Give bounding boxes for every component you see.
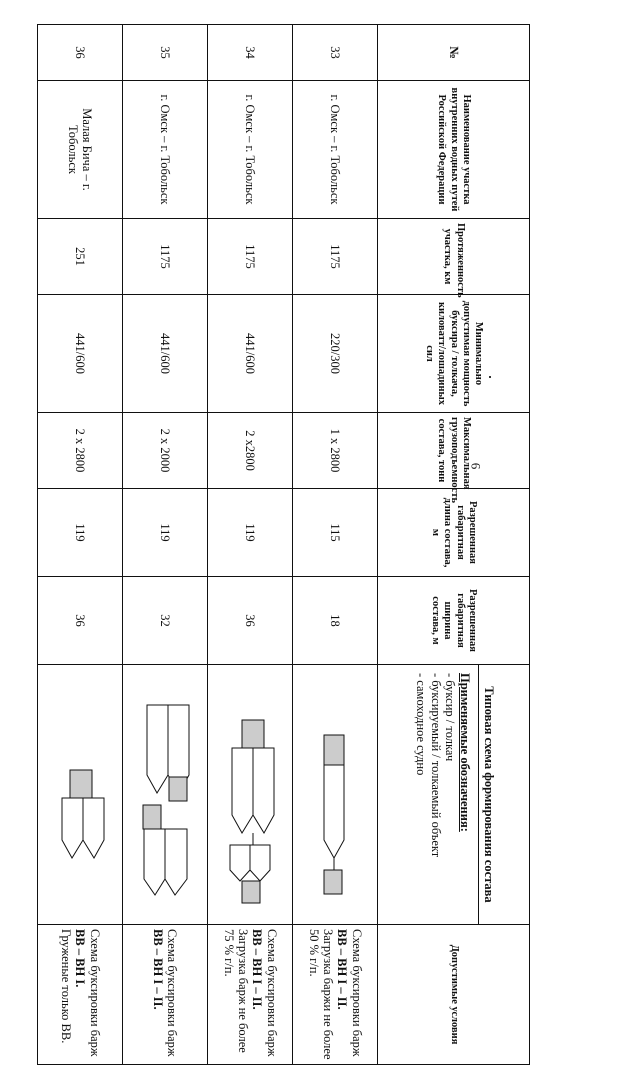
scheme-title: Типовая схема формирования состава	[478, 665, 499, 924]
cell-conditions: Схема буксировки барж ВВ – ВН I – II. Загрузка барж не более 75 % г/п.	[208, 925, 293, 1065]
tug-icon	[169, 777, 187, 801]
cell-max-length: 119	[38, 489, 123, 577]
barge-icon	[324, 765, 344, 858]
cell-power: 441/600	[208, 295, 293, 413]
cell-conditions: Схема буксировки барж ВВ – ВН I – II. Загрузка баржи не более 50 % г/п.	[293, 925, 378, 1065]
table-row	[293, 25, 378, 1065]
barge-icon	[250, 845, 270, 881]
header-capacity: Максимальная грузоподъемность состава, тонн	[378, 413, 530, 489]
barge-icon	[83, 798, 104, 858]
table-row	[208, 25, 293, 1065]
scheme-35-diagram	[123, 665, 207, 923]
barge-icon	[62, 798, 83, 858]
cell-power: 441/600	[38, 295, 123, 413]
cell-capacity: 1 x 2800	[293, 413, 378, 489]
page-number: 6	[468, 462, 484, 470]
header-max-width: Разрешенная габаритная ширина состава, м	[378, 577, 530, 665]
cell-num: 35	[123, 25, 208, 81]
header-max-length: Разрешенная габаритная длина состава, м	[378, 489, 530, 577]
tug-icon	[242, 720, 264, 748]
cell-max-width: 18	[293, 577, 378, 665]
legend-tug: - буксир / толкач	[443, 673, 458, 762]
header-section: Наименование участка внутренних водных путей Российской Федерации	[378, 81, 530, 219]
cell-section: г. Омск – г. Тобольск	[208, 81, 293, 219]
barge-icon	[253, 748, 274, 833]
tug-icon	[324, 735, 344, 765]
header-length: Протяженность участка, км	[378, 219, 530, 295]
scheme-34-diagram	[208, 665, 292, 923]
barge-icon	[165, 829, 187, 895]
cell-max-length: 119	[208, 489, 293, 577]
cell-capacity: 2 x 2000	[123, 413, 208, 489]
barge-icon	[147, 705, 168, 793]
cell-scheme	[38, 665, 123, 925]
cell-num: 36	[38, 25, 123, 81]
cell-max-width: 36	[208, 577, 293, 665]
table-row	[123, 25, 208, 1065]
cell-scheme	[123, 665, 208, 925]
convoy-table	[37, 24, 530, 1065]
barge-icon	[232, 748, 253, 833]
cell-max-length: 115	[293, 489, 378, 577]
cell-power: 441/600	[123, 295, 208, 413]
scheme-33-diagram	[293, 665, 377, 923]
legend-block	[408, 665, 478, 924]
header-row	[378, 25, 530, 1065]
cell-scheme	[293, 665, 378, 925]
tug-icon	[143, 805, 161, 829]
cell-num: 34	[208, 25, 293, 81]
cell-capacity: 2 x 2800	[38, 413, 123, 489]
legend-title: Применяемые обозначения:	[457, 673, 472, 832]
scheme-36-diagram	[38, 665, 122, 923]
barge-icon	[144, 829, 165, 895]
cell-length: 1175	[123, 219, 208, 295]
cell-num: 33	[293, 25, 378, 81]
cell-max-width: 32	[123, 577, 208, 665]
cell-length: 1175	[208, 219, 293, 295]
legend-self-propelled: - самоходное судно	[414, 673, 429, 776]
tug-icon	[242, 881, 260, 903]
header-conditions: Допустимые условия	[378, 925, 530, 1065]
cell-conditions: Схема буксировки барж ВВ – ВН I. Груженые только ВВ.	[38, 925, 123, 1065]
cell-capacity: 2 x2800	[208, 413, 293, 489]
rotated-table-container	[38, 24, 530, 1060]
cell-max-length: 119	[123, 489, 208, 577]
tug-icon	[70, 770, 92, 798]
table-row	[38, 25, 123, 1065]
cell-max-width: 36	[38, 577, 123, 665]
cell-power: 220/300	[293, 295, 378, 413]
cell-conditions: Схема буксировки барж ВВ – ВН I – II.	[123, 925, 208, 1065]
cell-scheme	[208, 665, 293, 925]
header-power: Минимально допустимая мощность буксира / толкача, киловатт/лошадиных сил	[378, 295, 530, 413]
header-num: №	[378, 25, 530, 81]
cell-section: г. Омск – г. Тобольск	[293, 81, 378, 219]
header-scheme	[378, 665, 530, 925]
tug-icon	[324, 870, 342, 894]
legend	[414, 673, 472, 857]
barge-icon	[230, 845, 250, 881]
legend-barge: - буксируемый / толкаемый объект	[428, 673, 443, 858]
cell-length: 1175	[293, 219, 378, 295]
cell-length: 251	[38, 219, 123, 295]
cell-section: Малая Бича – г. Тобольск	[38, 81, 123, 219]
cell-section: г. Омск – г. Тобольск	[123, 81, 208, 219]
